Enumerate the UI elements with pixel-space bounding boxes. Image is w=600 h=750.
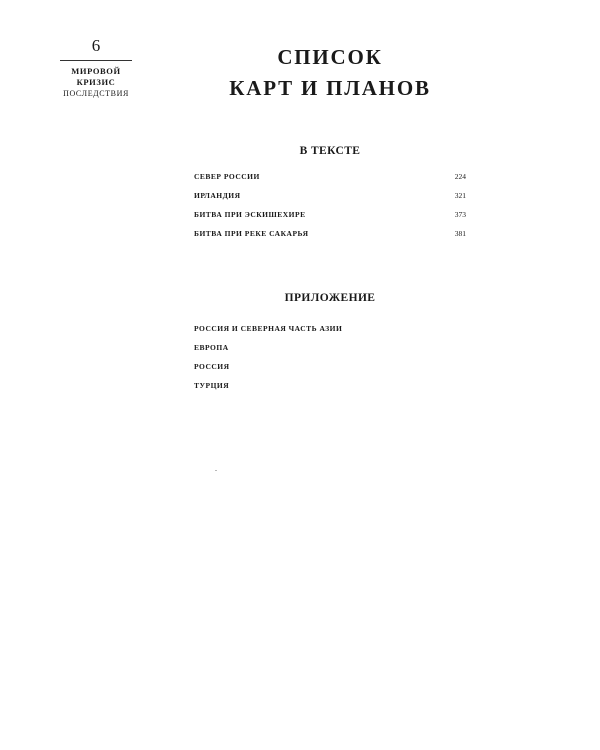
map-title: ИРЛАНДИЯ — [194, 191, 241, 200]
book-subtitle: ПОСЛЕДСТВИЯ — [63, 89, 129, 98]
list-item — [194, 191, 466, 210]
map-title: ТУРЦИЯ — [194, 381, 230, 390]
map-title: ЕВРОПА — [194, 343, 229, 352]
page-reference: 373 — [454, 210, 466, 219]
map-title: СЕВЕР РОССИИ — [194, 172, 260, 181]
list-item — [194, 362, 466, 381]
page-reference: 381 — [454, 229, 466, 238]
list-item — [194, 324, 466, 343]
map-title: РОССИЯ И СЕВЕРНАЯ ЧАСТЬ АЗИИ — [194, 324, 343, 333]
in-text-maps-list — [194, 172, 466, 248]
map-title: РОССИЯ — [194, 362, 230, 371]
page-title-line2: КАРТ И ПЛАНОВ — [229, 76, 431, 100]
map-title: БИТВА ПРИ РЕКЕ САКАРЬЯ — [194, 229, 309, 238]
section-heading-in-text: В ТЕКСТЕ — [299, 145, 361, 157]
list-item — [194, 172, 466, 191]
map-title: БИТВА ПРИ ЭСКИШЕХИРЕ — [194, 210, 306, 219]
page-reference: 321 — [454, 191, 466, 200]
book-title-line2: КРИЗИС — [76, 77, 116, 87]
page-title-line1: СПИСОК — [277, 45, 383, 69]
page-reference: 224 — [454, 172, 466, 181]
appendix-maps-list — [194, 324, 466, 400]
page-number: 6 — [60, 36, 132, 61]
list-item — [194, 229, 466, 248]
list-item — [194, 210, 466, 229]
list-item — [194, 381, 466, 400]
book-title-line1: МИРОВОЙ — [71, 66, 121, 76]
page-title — [210, 42, 450, 104]
running-head — [60, 36, 132, 100]
scan-speck — [215, 470, 217, 471]
section-heading-appendix: ПРИЛОЖЕНИЕ — [284, 292, 376, 304]
list-item — [194, 343, 466, 362]
